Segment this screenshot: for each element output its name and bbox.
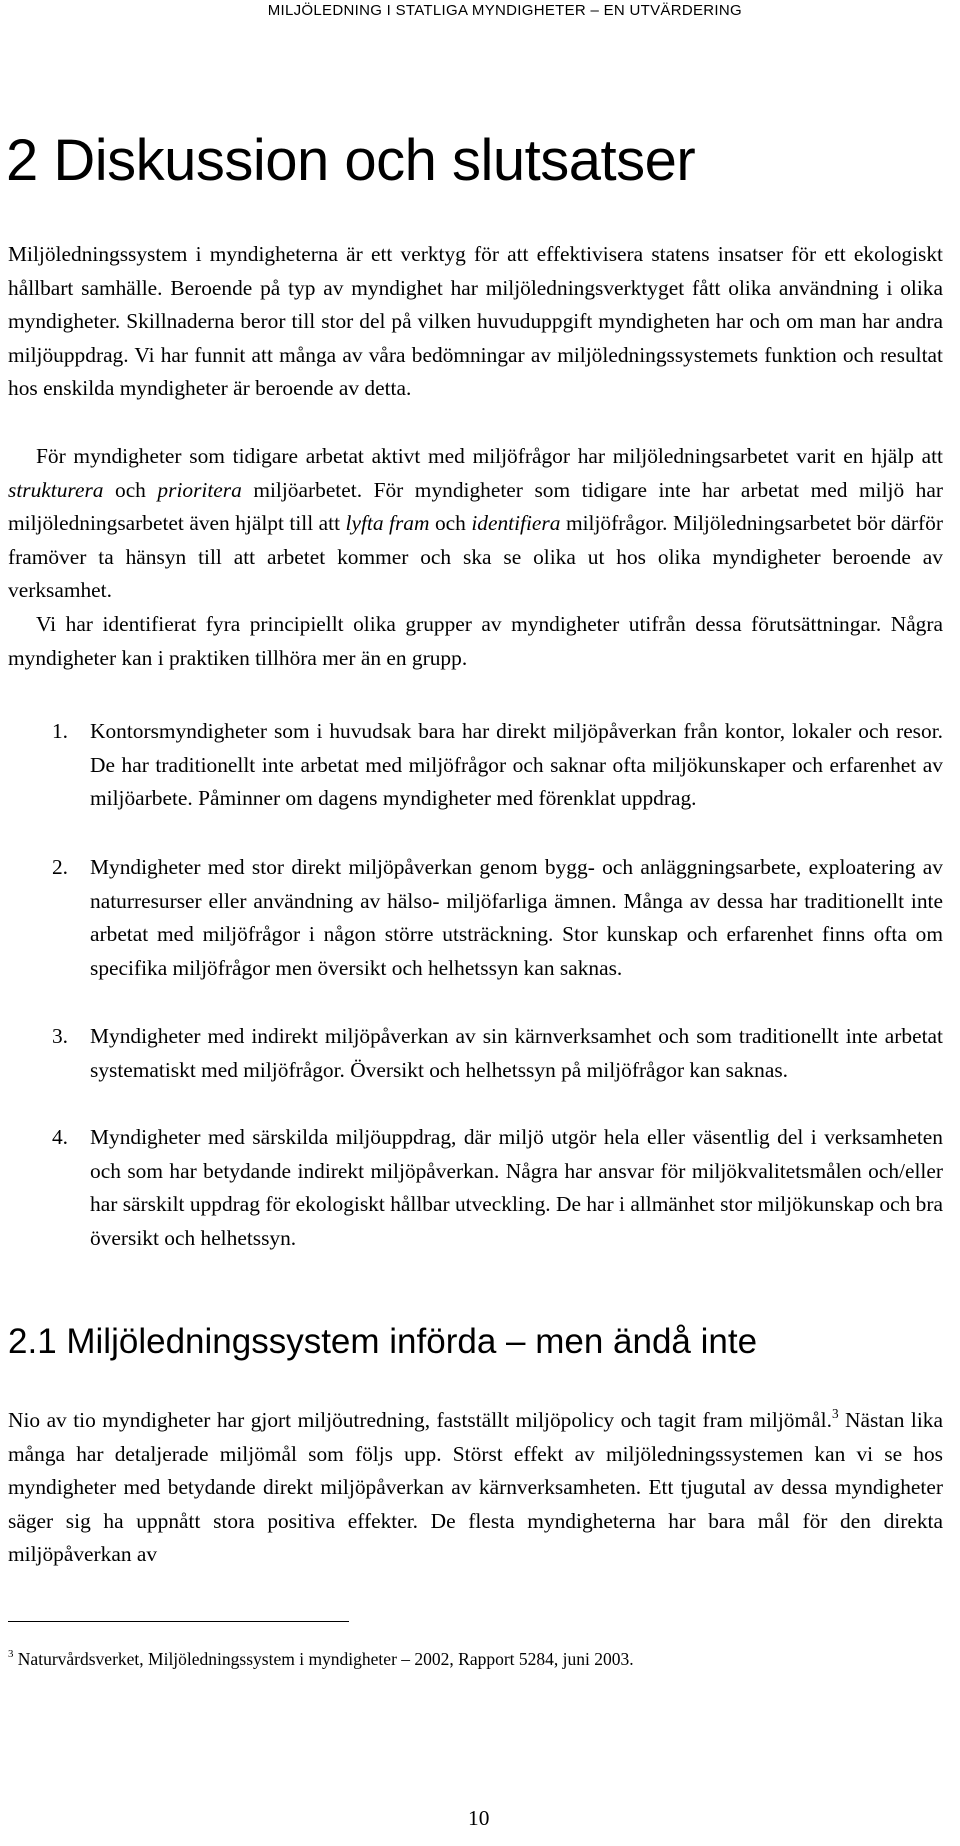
- paragraph-intro: Miljöledningssystem i myndigheterna är ett verktyg för att effektivisera statens insatser för ett ekologiskt hållbart samhälle. Beroende på typ av myndighet har miljöledningsverktyget fått olika användning i olika myndigheter. Skillnaderna beror till stor del på vilken huvuduppgift myndigheten har och om man har andra miljöuppdrag. Vi har funnit att många av våra bedömningar av miljöledningssystemets funktion och resultat hos enskilda myndigheter är beroende av detta.: [8, 242, 943, 401]
- emphasis-strukturera: strukturera: [8, 477, 104, 502]
- emphasis-lyfta-fram: lyfta fram: [345, 511, 430, 536]
- text-segment: och: [429, 511, 472, 536]
- text-segment: miljöarbetet. För myndigheter som tidigare inte har arbetat med miljö har miljöledningsarbetet även hjälpt till att: [8, 477, 943, 536]
- list-item-number: 1.: [51, 719, 68, 743]
- running-header: MILJÖLEDNING I STATLIGA MYNDIGHETER – EN UTVÄRDERING: [267, 2, 742, 19]
- list-item-text: Myndigheter med särskilda miljöuppdrag, där miljö utgör hela eller väsentlig del i verksamheten och som har betydande indirekt miljöpåverkan. Några har ansvar för miljökvalitetsmålen och/eller har särskilt uppdrag för ekologiskt hållbar utveckling. De har i allmänhet stor miljökunskap och bra översikt och helhetssyn.: [90, 1125, 943, 1250]
- footnote-divider: [8, 1621, 349, 1622]
- footnote-reference[interactable]: 3: [831, 1405, 839, 1421]
- text-segment: och: [103, 477, 158, 502]
- list-item-text: Myndigheter med stor direkt miljöpåverkan genom bygg- och anläggningsarbete, exploatering av naturresurser eller användning av hälso- miljöfarliga ämnen. Många av dessa har traditionellt inte arbetat med miljöfrågor i någon större utsträckning. Stor kunskap och erfarenhet finns ofta om specifika miljöfrågor men översikt och helhetssyn kan saknas.: [90, 855, 943, 980]
- emphasis-identifiera: identifiera: [471, 511, 561, 536]
- text-segment: Nästan lika många har detaljerade miljömål som följs upp. Störst effekt av miljöledningssystemen kan vi se hos myndigheter med betydande direkt miljöpåverkan av kärnverksamheten. Ett tjugutal av dessa myndigheter säger sig ha uppnått stora positiva effekter. De flesta myndigheterna har bara mål för den direkta miljöpåverkan av: [8, 1408, 943, 1567]
- text-segment: Nio av tio myndigheter har gjort miljöutredning, fastställt miljöpolicy och tagit fram miljömål.: [8, 1408, 832, 1432]
- list-item-number: 4.: [51, 1125, 68, 1149]
- list-item-text: Kontorsmyndigheter som i huvudsak bara har direkt miljöpåverkan från kontor, lokaler och resor. De har traditionellt inte arbetat med miljöfrågor och saknar ofta miljökunskaper och erfarenhet av miljöarbete. Påminner om dagens myndigheter med förenklat uppdrag.: [90, 719, 943, 811]
- footnote: [8, 1648, 634, 1670]
- list-item-number: 2.: [51, 855, 68, 879]
- list-item-number: 3.: [51, 1024, 68, 1048]
- footnote-text: Naturvårdsverket, Miljöledningssystem i myndigheter – 2002, Rapport 5284, juni 2003.: [13, 1649, 634, 1669]
- text-segment: För myndigheter som tidigare arbetat aktivt med miljöfrågor har miljöledningsarbetet varit en hjälp att: [36, 444, 943, 468]
- page-number: 10: [468, 1806, 490, 1830]
- section-title: 2.1 Miljöledningssystem införda – men ändå inte: [8, 1322, 758, 1361]
- paragraph-experience: [8, 440, 943, 608]
- footnote-marker: 3: [8, 1648, 14, 1661]
- chapter-title: 2 Diskussion och slutsatser: [6, 128, 696, 193]
- text-segment: miljöfrågor. Miljöledningsarbetet bör därför framöver ta hänsyn till att arbetet kommer och ska se olika ut hos olika myndigheter beroende av verksamhet.: [8, 511, 943, 603]
- emphasis-prioritera: prioritera: [157, 477, 242, 502]
- paragraph-section-body: [8, 1404, 943, 1572]
- list-item-text: Myndigheter med indirekt miljöpåverkan av sin kärnverksamhet och som traditionellt inte arbetat systematiskt med miljöfrågor. Översikt och helhetssyn på miljöfrågor kan saknas.: [90, 1024, 943, 1082]
- paragraph-groups-intro: Vi har identifierat fyra principiellt olika grupper av myndigheter utifrån dessa förutsättningar. Några myndigheter kan i praktiken tillhöra mer än en grupp.: [8, 612, 943, 670]
